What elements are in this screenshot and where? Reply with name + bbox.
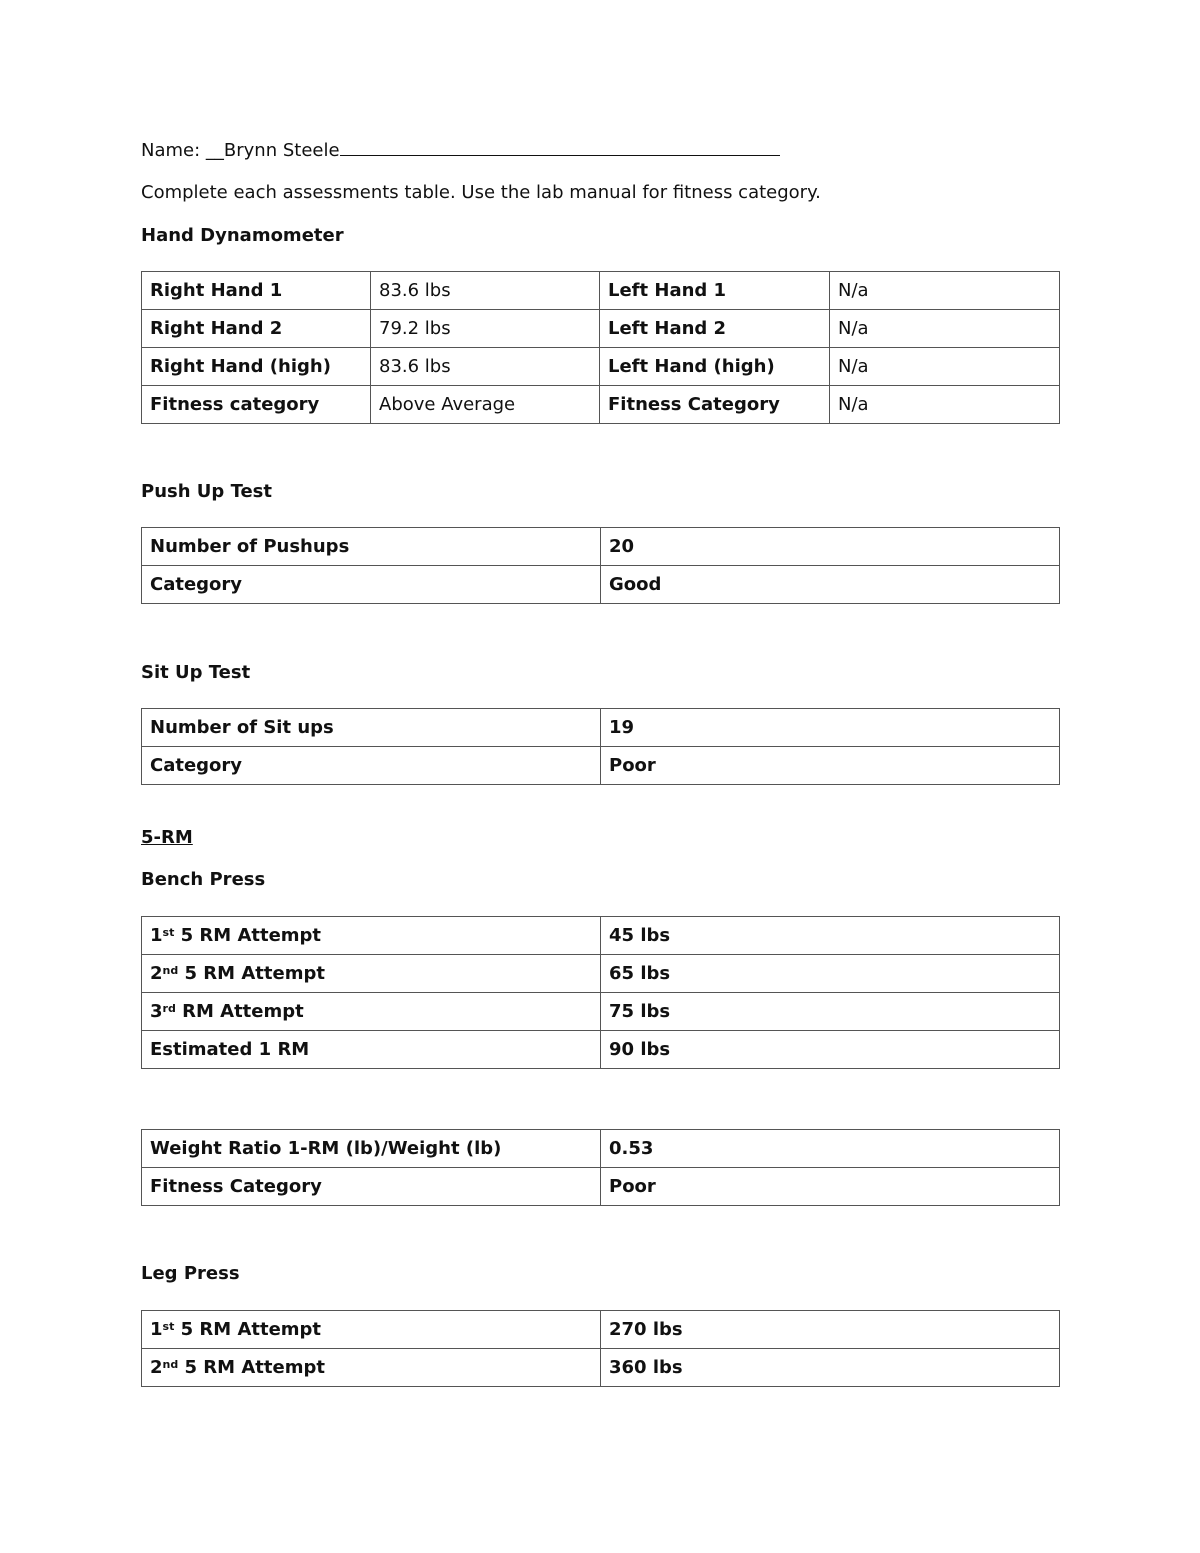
table-row [142,1130,1060,1168]
table-row [142,1311,1060,1349]
table-cell: Fitness Category [600,386,830,424]
sit-up-heading: Sit Up Test [141,662,251,683]
table-cell: 83.6 lbs [371,272,600,310]
table-row [142,1168,1060,1206]
table-cell: Poor [601,747,1060,785]
hand-dynamometer-table [141,271,1060,424]
table-row [142,528,1060,566]
five-rm-heading: 5-RM [141,827,193,848]
table-cell: Category [142,566,601,604]
table-cell: Fitness Category [142,1168,601,1206]
table-cell: 83.6 lbs [371,348,600,386]
table-cell: 75 lbs [601,993,1060,1031]
table-cell: Left Hand 2 [600,310,830,348]
table-cell: 270 lbs [601,1311,1060,1349]
table-cell: N/a [830,272,1060,310]
table-row [142,747,1060,785]
table-cell: Above Average [371,386,600,424]
table-row [142,917,1060,955]
table-cell: Number of Pushups [142,528,601,566]
push-up-heading: Push Up Test [141,481,272,502]
table-cell: Right Hand 1 [142,272,371,310]
table-row [142,1349,1060,1387]
sit-up-table [141,708,1060,785]
table-cell: Weight Ratio 1-RM (lb)/Weight (lb) [142,1130,601,1168]
hand-dynamometer-heading: Hand Dynamometer [141,225,344,246]
table-cell: N/a [830,348,1060,386]
table-cell: 79.2 lbs [371,310,600,348]
table-cell: 2nd 5 RM Attempt [142,1349,601,1387]
table-cell: 19 [601,709,1060,747]
table-cell: 0.53 [601,1130,1060,1168]
table-row [142,272,1060,310]
table-cell: 360 lbs [601,1349,1060,1387]
table-cell: 1st 5 RM Attempt [142,917,601,955]
table-cell: 1st 5 RM Attempt [142,1311,601,1349]
bench-press-heading: Bench Press [141,869,266,890]
table-row [142,1031,1060,1069]
table-cell: 3rd RM Attempt [142,993,601,1031]
name-underline [340,139,780,156]
table-cell: Poor [601,1168,1060,1206]
name-field [141,139,780,162]
table-cell: Left Hand (high) [600,348,830,386]
table-cell: N/a [830,386,1060,424]
table-cell: 20 [601,528,1060,566]
push-up-table [141,527,1060,604]
table-cell: Number of Sit ups [142,709,601,747]
table-cell: 45 lbs [601,917,1060,955]
table-cell: Good [601,566,1060,604]
table-cell: Estimated 1 RM [142,1031,601,1069]
table-row [142,310,1060,348]
table-row [142,993,1060,1031]
table-row [142,709,1060,747]
leg-press-table [141,1310,1060,1387]
table-cell: 90 lbs [601,1031,1060,1069]
table-row [142,566,1060,604]
table-cell: Right Hand 2 [142,310,371,348]
instructions-text: Complete each assessments table. Use the lab manual for fitness category. [141,182,821,203]
name-label: Name: __Brynn Steele [141,140,340,161]
table-cell: N/a [830,310,1060,348]
table-cell: Category [142,747,601,785]
table-cell: Fitness category [142,386,371,424]
table-row [142,386,1060,424]
table-cell: Left Hand 1 [600,272,830,310]
table-row [142,348,1060,386]
leg-press-heading: Leg Press [141,1263,240,1284]
table-cell: Right Hand (high) [142,348,371,386]
table-cell: 2nd 5 RM Attempt [142,955,601,993]
bench-press-table [141,916,1060,1069]
table-row [142,955,1060,993]
weight-ratio-table [141,1129,1060,1206]
table-cell: 65 lbs [601,955,1060,993]
